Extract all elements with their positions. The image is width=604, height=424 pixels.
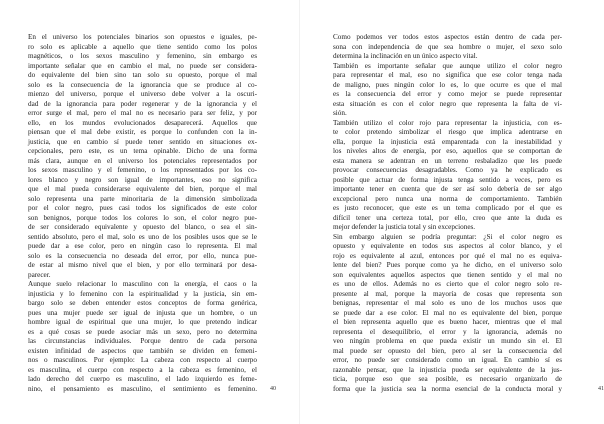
text-line: justicia, que en cambio sí puede tener sentido en situaciones ex-: [28, 137, 257, 146]
text-line: ticia, porque eso que sea posible, es necesario organizarlo de: [333, 375, 562, 383]
text-line: puede dar a ese color, pero en ningún caso lo representa. El mal: [28, 242, 257, 250]
text-line: las circunstancias individuales. Porque dentro de cada persona: [28, 337, 257, 345]
text-line: es justo reconocer, que este es un tema complicado por el que es: [333, 204, 562, 212]
text-line: el bien representa aquello que es bueno hacer, mientras que el mal: [333, 318, 562, 326]
text-line: existen infinidad de aspectos que también se dividen en femeni-: [28, 346, 257, 355]
text-line: posible que actuar de forma injusta tenga sentido a veces, pero es: [333, 175, 562, 184]
text-line: bargo solo se deben entender estos conceptos de forma genérica,: [28, 299, 257, 307]
text-line: para representar el mal, eso no significa que ese color tenga nada: [333, 71, 562, 79]
text-line: más clara, aunque en el universo los potenciales representados por: [28, 156, 257, 165]
text-line: es la consecuencia del error y como mejor se puede representar: [333, 90, 562, 98]
text-line: Sin embargo alguien se podría preguntar: ¿Si el color negro es: [333, 232, 562, 241]
text-line: parecer.: [28, 270, 51, 279]
text-line: determina la inclinación en un único aspecto vital.: [333, 52, 478, 60]
right-page: [300, 0, 604, 424]
text-line: presente al mal, porque la mayoría de cosas que representa son: [333, 289, 562, 298]
text-line: lado derecho del cuerpo es masculino, el lado izquierdo es feme-: [28, 375, 257, 383]
text-line: de estar al mismo nivel que el bien, y por ello terminará por desa-: [28, 261, 257, 269]
left-page: [0, 0, 300, 424]
text-line: importante señalar que en cambio el mal, no puede ser considera-: [28, 61, 257, 70]
text-line: lente del bien? Pues porque como ya he dicho, en el universo solo: [333, 261, 562, 269]
text-line: importante tener en cuenta que de ser así solo debería de ser algo: [333, 185, 562, 193]
text-line: te color pretendo simbolizar el riesgo que implica adentrarse en: [333, 128, 562, 136]
text-line: Aunque suelo relacionar lo masculino con la energía, el caos o la: [28, 280, 257, 288]
text-line: ro solo es aplicable a aquello que tiene sentido como los polos: [28, 42, 257, 51]
text-line: forma que la justicia sea la norma esencial de la conducta moral y: [333, 384, 562, 393]
text-line: son benignos, porque todos los colores lo son, el color negro pue-: [28, 213, 257, 222]
text-line: rojo es equivalente al azul, entonces por qué el mal no es equiva-: [333, 251, 562, 260]
text-line: solo es la consecuencia no deseada del error, por ello, nunca pue-: [28, 251, 257, 260]
text-line: piensan que el mal debe existir, es porque lo confunden con la in-: [28, 128, 257, 136]
text-line: sentido absoluto, pero el mal, solo es uno de los posibles usos que se le: [28, 232, 257, 241]
text-line: pues una mujer puede ser igual de injusta que un hombre, o un: [28, 308, 257, 317]
text-line: esta situación es con el color negro que representa la falta de vi-: [333, 99, 562, 108]
left-page-number: 40: [270, 386, 276, 392]
right-page-number: 41: [598, 386, 604, 392]
text-line: son equivalentes aquellos aspectos que tienen sentido y el mal no: [333, 270, 562, 279]
text-line: cepcionales, pero este, es un tema opinable. Dicho de una forma: [28, 147, 257, 155]
text-line: excepcional pero nunca una norma de comportamiento. También: [333, 194, 562, 203]
text-line: de maligno, pues ningún color lo es, lo que ocurre es que el mal: [333, 80, 562, 89]
text-line: es a qué cosas se puede asociar más un sexo, pero no determina: [28, 327, 257, 336]
text-line: mal puede ser opuesto del bien, pero al ser la consecuencia del: [333, 346, 562, 355]
text-line: provocar consecuencias desagradables. Como ya he explicado es: [333, 166, 562, 174]
text-line: En el universo los potenciales binarios son opuestos e iguales, pe-: [28, 33, 257, 41]
text-line: solo representa una parte minoritaria de la dimensión simbolizada: [28, 194, 257, 203]
text-line: nos o masculinos. Por ejemplo: La cabeza con respecto al cuerpo: [28, 356, 257, 364]
text-line: es masculina, el cuerpo con respecto a la cabeza es femenino, el: [28, 365, 257, 374]
text-line: solo es la consecuencia de la ignorancia que se produce al co-: [28, 80, 257, 89]
text-line: benignas, representar el mal solo es uno de los muchos usos que: [333, 299, 562, 307]
text-line: representa el desequilibrio, el error y la ignorancia, además no: [333, 327, 562, 336]
text-line: opuesto y equivalente en todos sus aspectos al color blanco, y el: [333, 242, 562, 250]
text-line: razonable pensar, que la injusticia pueda ser equivalente de la jus-: [333, 365, 562, 374]
text-line: ella, porque la injusticia está emparentada con la inestabilidad y: [333, 137, 562, 146]
text-line: También es importante señalar que aunque utilizo el color negro: [333, 61, 562, 70]
text-line: mienzo del universo, porque el universo debe volver a la oscuri-: [28, 90, 257, 98]
text-line: veo ningún problema en que pueda existir un mundo sin el. El: [333, 337, 562, 345]
text-line: sión.: [333, 109, 347, 117]
text-line: magnéticos, o los sexos masculino y femenino, sin embargo es: [28, 52, 257, 60]
text-line: lores blanco y negro son igual de importantes, eso no significa: [28, 175, 257, 184]
text-line: difícil tener una certeza total, por ello, creo que ante la duda es: [333, 213, 562, 222]
text-line: do equivalente del bien sino tan solo su opuesto, porque el mal: [28, 71, 257, 79]
text-line: Como podemos ver todos estos aspectos están dentro de cada per-: [333, 33, 562, 41]
text-line: es uno de ellos. Además no es cierto que el color negro solo re-: [333, 280, 562, 288]
text-line: injusticia y lo femenino con la espiritualidad y la justicia, sin em-: [28, 289, 257, 298]
text-line: esta manera se adentran en un terreno resbaladizo que les puede: [333, 156, 562, 165]
text-line: error surge el mal, pero el mal no es necesario para ser feliz, y por: [28, 109, 257, 117]
text-line: error, no puede ser considerado como un igual. En cambio sí es: [333, 356, 562, 364]
text-line: mejor defender la justicia total y sin excepciones.: [333, 223, 476, 231]
text-line: sona con independencia de que sea hombre o mujer, el sexo solo: [333, 42, 562, 51]
text-line: se puede dar a ese color. El mal no es equivalente del bien, porque: [333, 308, 562, 317]
left-page-text: [28, 33, 257, 394]
text-line: los sexos masculino y el femenino, o los representados por los co-: [28, 166, 257, 174]
text-line: dad de la ignorancia para poder regenerar y de la ignorancia y el: [28, 99, 257, 108]
text-line: hombre igual de espiritual que una mujer, lo que pretendo indicar: [28, 318, 257, 326]
text-line: nino, el pensamiento es masculino, el sentimiento es femenino.: [28, 384, 257, 393]
text-line: los niveles altos de energía, por eso, aquellos que se comportan de: [333, 147, 562, 155]
text-line: por el color negro, pues casi todos los significados de este color: [28, 204, 257, 212]
text-line: ello, en los mundos evolucionados desaparecerá. Aquellos que: [28, 118, 257, 127]
right-page-text: [333, 33, 562, 394]
text-line: También utilizo el color rojo para representar la injusticia, con es-: [333, 118, 562, 127]
text-line: que el mal pueda considerarse equivalente del bien, porque el mal: [28, 185, 257, 193]
text-line: de ser considerado equivalente y opuesto del blanco, o sea el sin-: [28, 223, 257, 231]
